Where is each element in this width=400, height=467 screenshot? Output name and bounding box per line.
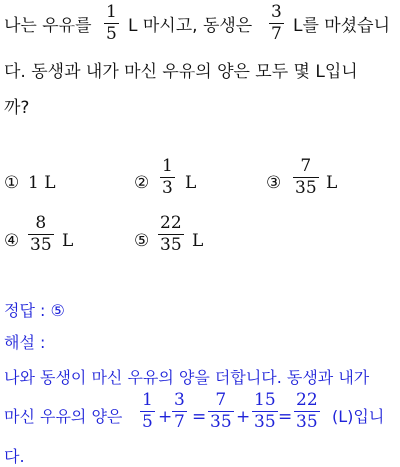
denominator: 7 [174, 412, 185, 433]
choice-3-mark[interactable]: ③ [266, 173, 282, 193]
equation-fraction [140, 391, 155, 432]
denominator: 35 [30, 235, 52, 256]
choice-2-mark[interactable]: ② [134, 173, 150, 193]
denominator: 35 [296, 412, 318, 433]
choice-4-mark[interactable]: ④ [4, 231, 20, 251]
numerator: 1 [162, 156, 173, 176]
denominator: 35 [160, 235, 182, 256]
denominator: 35 [295, 178, 317, 199]
denominator: 5 [106, 24, 117, 45]
plus-sign: + [236, 407, 251, 427]
equation-fraction [208, 391, 234, 432]
question-text-2: L 마시고, 동생은 [128, 16, 253, 36]
numerator: 15 [254, 390, 276, 410]
numerator: 22 [296, 390, 318, 410]
denominator: 3 [162, 178, 173, 199]
choice-4-unit: L [62, 231, 74, 251]
choice-4-fraction[interactable] [28, 214, 54, 255]
choice-5-unit: L [192, 231, 204, 251]
plus-sign: + [158, 407, 173, 427]
numerator: 7 [215, 390, 227, 410]
numerator: 1 [106, 2, 117, 22]
explanation-line-2-prefix: 마신 우유의 양은 [4, 407, 123, 426]
question-text-4: 다. 동생과 내가 마신 우유의 양은 모두 몇 L입니 [4, 62, 358, 82]
question-text-5: 까? [4, 98, 30, 118]
equals-sign: = [192, 407, 207, 427]
choice-2-fraction[interactable] [160, 157, 175, 198]
denominator: 7 [271, 24, 282, 45]
explanation-line-2-suffix: (L)입니 [332, 407, 385, 426]
question-text-1: 나는 우유를 [4, 16, 92, 36]
numerator: 1 [142, 390, 153, 410]
choice-1-value[interactable]: 1 L [28, 173, 56, 193]
choice-2-unit: L [185, 173, 197, 193]
numerator: 3 [271, 2, 282, 22]
equation-fraction [294, 391, 320, 432]
numerator: 8 [35, 213, 47, 233]
fraction-3-7 [269, 3, 284, 44]
question-text-3: L를 마셨습니 [293, 16, 390, 36]
fraction-1-5 [104, 3, 119, 44]
equation-fraction [172, 391, 187, 432]
answer-label: 정답 : ⑤ [4, 301, 65, 320]
choice-3-fraction[interactable] [293, 157, 319, 198]
denominator: 35 [254, 412, 276, 433]
explanation-line-1: 나와 동생이 마신 우유의 양을 더합니다. 동생과 내가 [4, 368, 370, 387]
explanation-label: 해설 : [4, 333, 46, 352]
equation-fraction [252, 391, 278, 432]
explanation-line-3: 다. [4, 447, 25, 466]
denominator: 5 [142, 412, 153, 433]
choice-3-unit: L [326, 173, 338, 193]
choice-1-mark[interactable]: ① [4, 173, 20, 193]
choice-5-fraction[interactable] [158, 214, 184, 255]
numerator: 7 [300, 156, 312, 176]
choice-5-mark[interactable]: ⑤ [134, 231, 150, 251]
numerator: 3 [174, 390, 185, 410]
equals-sign: = [278, 407, 293, 427]
denominator: 35 [210, 412, 232, 433]
numerator: 22 [160, 213, 182, 233]
